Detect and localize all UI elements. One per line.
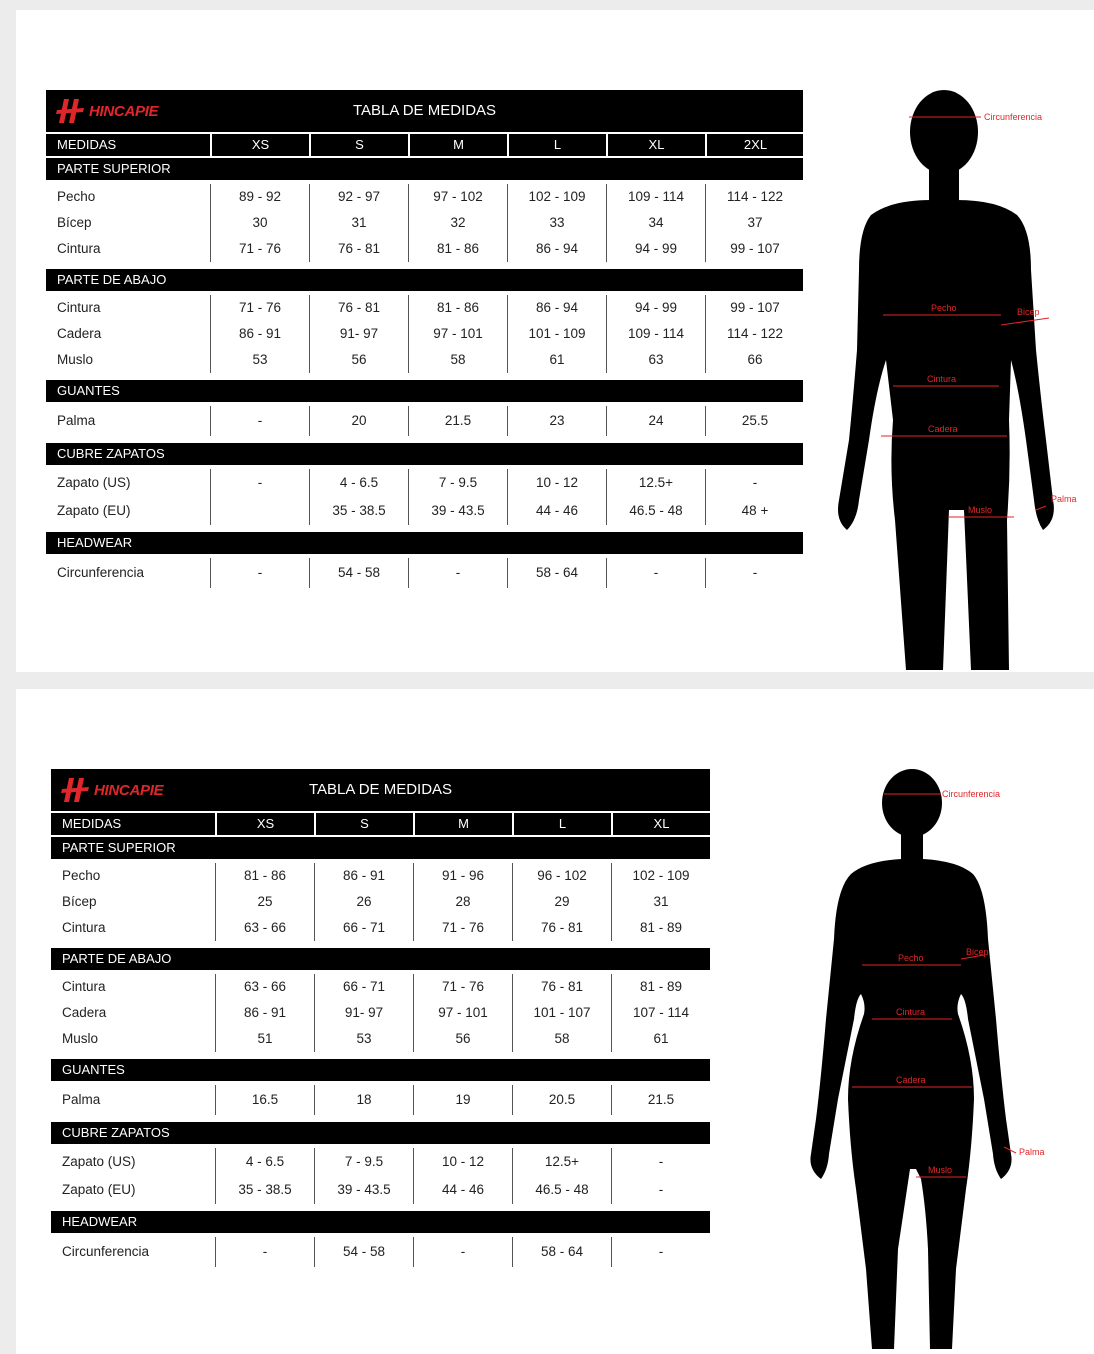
cell-muslo-xl: 63 [606,347,705,373]
cell-bicep-s: 26 [314,889,413,915]
women-title-bar [51,769,710,811]
section-rows-guantes [51,1081,710,1119]
cell-cintura-m: 71 - 76 [413,974,512,1000]
cell-circunferencia-xl: - [606,558,705,588]
cell-cintura-s: 76 - 81 [309,236,408,262]
label-palm: Palma [1019,1147,1045,1157]
section-rows-cubre-zapatos [46,465,803,529]
section-header-parte-superior: PARTE SUPERIOR [51,837,710,859]
row-label-cintura: Cintura [62,920,106,935]
size-header-row [46,134,803,156]
section-header-parte-de-abajo: PARTE DE ABAJO [51,948,710,970]
cell-cintura-m: 81 - 86 [408,236,507,262]
cell-cintura-s: 66 - 71 [314,974,413,1000]
cell-circunferencia-l: 58 - 64 [512,1237,611,1267]
section-rows-headwear [46,554,803,592]
cell-pecho-m: 91 - 96 [413,863,512,889]
cell-bicep-l: 33 [507,210,606,236]
cell-circunferencia-m: - [408,558,507,588]
row-label-zapato-eu: Zapato (EU) [57,503,131,518]
section-rows-parte-superior [51,859,710,945]
row-label-circunferencia: Circunferencia [57,565,145,580]
cell-palma-s: 20 [309,406,408,436]
table-title: TABLA DE MEDIDAS [352,102,497,119]
cell-zapato-eu-xs [210,497,309,525]
cell-bicep-m: 28 [413,889,512,915]
header-size-xs: XS [210,134,309,156]
row-label-cadera: Cadera [57,326,102,341]
cell-muslo-l: 58 [512,1026,611,1052]
cell-circunferencia-xs: - [210,558,309,588]
cell-cintura-xl: 81 - 89 [611,974,710,1000]
women-table-body [51,837,710,1271]
header-size-2xl: 2XL [705,134,804,156]
cell-zapato-us-m: 7 - 9.5 [408,469,507,497]
cell-cadera-s: 91- 97 [309,321,408,347]
cell-bicep-xl: 34 [606,210,705,236]
cell-cintura-xs: 63 - 66 [215,915,314,941]
section-header-cubre-zapatos: CUBRE ZAPATOS [51,1122,710,1144]
row-label-zapato-us: Zapato (US) [57,475,131,490]
cell-zapato-eu-xs: 35 - 38.5 [215,1176,314,1204]
label-chest: Pecho [898,953,924,963]
section-rows-guantes [46,402,803,440]
cell-bicep-2xl: 37 [705,210,804,236]
label-thigh: Muslo [928,1165,953,1175]
men-title-bar [46,90,803,132]
women-size-table [51,769,710,1271]
women-size-panel [16,689,1094,1354]
men-table-body [46,158,803,592]
cell-muslo-m: 58 [408,347,507,373]
cell-cintura-l: 86 - 94 [507,295,606,321]
label-waist: Cintura [927,374,957,384]
section-header-guantes: GUANTES [46,380,803,402]
cell-cadera-xs: 86 - 91 [215,1000,314,1026]
row-label-pecho: Pecho [57,189,96,204]
cell-bicep-l: 29 [512,889,611,915]
cell-palma-xl: 21.5 [611,1085,710,1115]
section-rows-parte-de-abajo [46,291,803,377]
cell-zapato-us-xl: - [611,1148,710,1176]
label-head-circumference: Circunferencia [984,112,1043,122]
cell-palma-xl: 24 [606,406,705,436]
row-label-circunferencia: Circunferencia [62,1244,150,1259]
cell-zapato-eu-xl: 46.5 - 48 [606,497,705,525]
cell-cadera-l: 101 - 109 [507,321,606,347]
cell-zapato-eu-s: 35 - 38.5 [309,497,408,525]
cell-muslo-xs: 51 [215,1026,314,1052]
male-silhouette-figure [831,90,1094,672]
header-size-xl: XL [606,134,705,156]
female-silhouette-figure [806,769,1046,1354]
row-label-bicep: Bícep [62,894,97,909]
header-size-xl: XL [611,813,710,835]
cell-zapato-us-l: 12.5+ [512,1148,611,1176]
cell-pecho-xl: 109 - 114 [606,184,705,210]
row-label-muslo: Muslo [62,1031,99,1046]
cell-pecho-s: 92 - 97 [309,184,408,210]
header-size-l: L [512,813,611,835]
section-header-guantes: GUANTES [51,1059,710,1081]
cell-zapato-us-m: 10 - 12 [413,1148,512,1176]
cell-circunferencia-m: - [413,1237,512,1267]
cell-muslo-m: 56 [413,1026,512,1052]
row-label-palma: Palma [57,413,96,428]
cell-cadera-2xl: 114 - 122 [705,321,804,347]
cell-zapato-eu-m: 39 - 43.5 [408,497,507,525]
label-bicep: Bicep [966,947,989,957]
table-title: TABLA DE MEDIDAS [308,781,453,798]
row-label-cintura: Cintura [57,300,101,315]
cell-cintura-2xl: 99 - 107 [705,295,804,321]
cell-muslo-xs: 53 [210,347,309,373]
men-size-panel [16,10,1094,672]
cell-cintura-xs: 71 - 76 [210,295,309,321]
section-rows-parte-superior [46,180,803,266]
header-size-m: M [413,813,512,835]
cell-circunferencia-xl: - [611,1237,710,1267]
cell-cintura-l: 76 - 81 [512,915,611,941]
header-size-xs: XS [215,813,314,835]
cell-cintura-s: 66 - 71 [314,915,413,941]
section-header-cubre-zapatos: CUBRE ZAPATOS [46,443,803,465]
cell-palma-2xl: 25.5 [705,406,804,436]
section-rows-cubre-zapatos [51,1144,710,1208]
cell-cadera-m: 97 - 101 [413,1000,512,1026]
cell-circunferencia-2xl: - [705,558,804,588]
size-header-row [51,813,710,835]
cell-cadera-xs: 86 - 91 [210,321,309,347]
cell-cintura-xl: 94 - 99 [606,295,705,321]
row-label-pecho: Pecho [62,868,101,883]
cell-circunferencia-xs: - [215,1237,314,1267]
cell-zapato-us-l: 10 - 12 [507,469,606,497]
cell-circunferencia-s: 54 - 58 [314,1237,413,1267]
row-label-palma: Palma [62,1092,101,1107]
cell-pecho-xl: 102 - 109 [611,863,710,889]
cell-palma-m: 19 [413,1085,512,1115]
cell-cadera-m: 97 - 101 [408,321,507,347]
cell-palma-xs: - [210,406,309,436]
cell-bicep-xs: 30 [210,210,309,236]
header-size-l: L [507,134,606,156]
section-rows-headwear [51,1233,710,1271]
cell-cintura-m: 71 - 76 [413,915,512,941]
cell-zapato-eu-m: 44 - 46 [413,1176,512,1204]
cell-muslo-l: 61 [507,347,606,373]
cell-cintura-2xl: 99 - 107 [705,236,804,262]
cell-zapato-us-xl: 12.5+ [606,469,705,497]
header-measures: MEDIDAS [62,816,122,831]
cell-cadera-xl: 109 - 114 [606,321,705,347]
header-size-s: S [309,134,408,156]
cell-cadera-xl: 107 - 114 [611,1000,710,1026]
cell-bicep-xl: 31 [611,889,710,915]
cell-bicep-m: 32 [408,210,507,236]
cell-palma-l: 23 [507,406,606,436]
label-bicep: Bicep [1017,307,1040,317]
cell-circunferencia-s: 54 - 58 [309,558,408,588]
label-chest: Pecho [931,303,957,313]
cell-pecho-l: 102 - 109 [507,184,606,210]
label-hip: Cadera [896,1075,926,1085]
cell-pecho-s: 86 - 91 [314,863,413,889]
cell-pecho-m: 97 - 102 [408,184,507,210]
header-size-s: S [314,813,413,835]
cell-cintura-m: 81 - 86 [408,295,507,321]
header-size-m: M [408,134,507,156]
cell-pecho-2xl: 114 - 122 [705,184,804,210]
cell-pecho-xs: 81 - 86 [215,863,314,889]
section-rows-parte-de-abajo [51,970,710,1056]
section-header-headwear: HEADWEAR [51,1211,710,1233]
label-waist: Cintura [896,1007,926,1017]
brand-name: HINCAPIE [94,781,164,799]
cell-muslo-xl: 61 [611,1026,710,1052]
cell-muslo-s: 53 [314,1026,413,1052]
section-header-parte-de-abajo: PARTE DE ABAJO [46,269,803,291]
cell-zapato-eu-s: 39 - 43.5 [314,1176,413,1204]
cell-pecho-xs: 89 - 92 [210,184,309,210]
cell-pecho-l: 96 - 102 [512,863,611,889]
cell-zapato-us-s: 7 - 9.5 [314,1148,413,1176]
cell-palma-l: 20.5 [512,1085,611,1115]
cell-zapato-eu-2xl: 48 + [705,497,804,525]
label-head-circumference: Circunferencia [942,789,1001,799]
row-label-zapato-us: Zapato (US) [62,1154,136,1169]
row-label-cintura: Cintura [62,979,106,994]
brand-name: HINCAPIE [89,102,159,120]
cell-cintura-l: 76 - 81 [512,974,611,1000]
section-header-parte-superior: PARTE SUPERIOR [46,158,803,180]
cell-cintura-xl: 94 - 99 [606,236,705,262]
cell-zapato-us-2xl: - [705,469,804,497]
cell-cintura-s: 76 - 81 [309,295,408,321]
cell-zapato-us-xs: 4 - 6.5 [215,1148,314,1176]
cell-palma-xs: 16.5 [215,1085,314,1115]
female-body-silhouette [810,769,1011,1349]
cell-zapato-us-s: 4 - 6.5 [309,469,408,497]
label-hip: Cadera [928,424,958,434]
men-size-table [46,90,803,592]
cell-cintura-xs: 71 - 76 [210,236,309,262]
row-label-zapato-eu: Zapato (EU) [62,1182,136,1197]
cell-zapato-eu-l: 44 - 46 [507,497,606,525]
cell-muslo-2xl: 66 [705,347,804,373]
cell-cadera-l: 101 - 107 [512,1000,611,1026]
cell-zapato-eu-l: 46.5 - 48 [512,1176,611,1204]
row-label-cintura: Cintura [57,241,101,256]
cell-circunferencia-l: 58 - 64 [507,558,606,588]
header-measures: MEDIDAS [57,137,117,152]
row-label-muslo: Muslo [57,352,94,367]
label-palm: Palma [1051,494,1077,504]
section-header-headwear: HEADWEAR [46,532,803,554]
cell-palma-m: 21.5 [408,406,507,436]
cell-cadera-s: 91- 97 [314,1000,413,1026]
cell-bicep-s: 31 [309,210,408,236]
row-label-bicep: Bícep [57,215,92,230]
cell-palma-s: 18 [314,1085,413,1115]
cell-cintura-xl: 81 - 89 [611,915,710,941]
cell-bicep-xs: 25 [215,889,314,915]
cell-zapato-us-xs: - [210,469,309,497]
cell-zapato-eu-xl: - [611,1176,710,1204]
label-thigh: Muslo [968,505,993,515]
row-label-cadera: Cadera [62,1005,107,1020]
cell-cintura-l: 86 - 94 [507,236,606,262]
cell-muslo-s: 56 [309,347,408,373]
cell-cintura-xs: 63 - 66 [215,974,314,1000]
